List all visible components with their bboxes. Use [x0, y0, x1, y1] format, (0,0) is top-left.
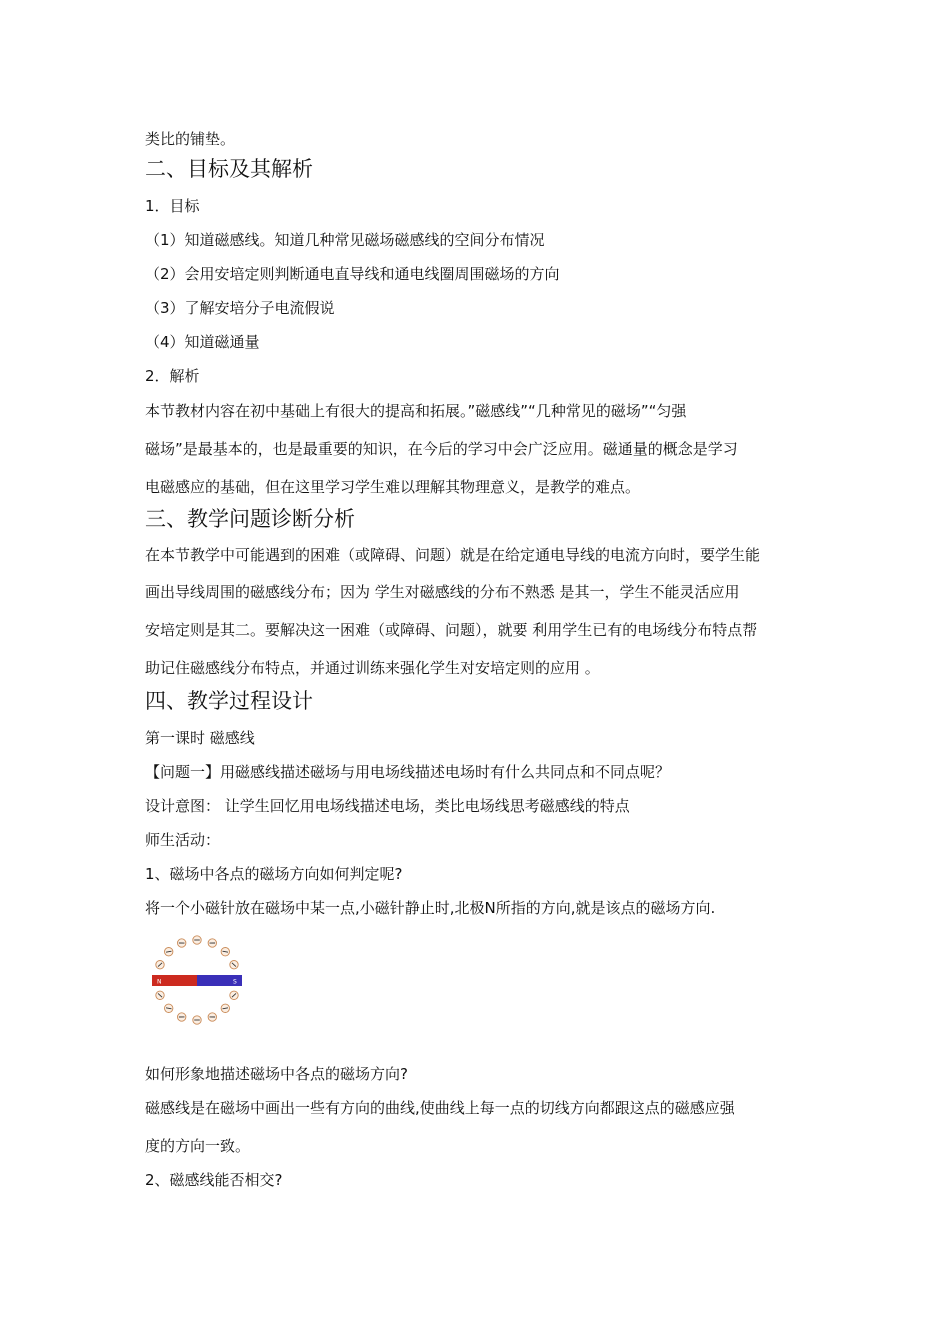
compass-needle-icon: [208, 939, 216, 947]
text-line: 如何形象地描述磁场中各点的磁场方向?: [145, 1065, 408, 1083]
compass-needle-icon: [208, 1013, 216, 1021]
section-heading-process: 四、教学过程设计: [145, 689, 313, 713]
compass-needle-icon: [178, 1013, 186, 1021]
text-line: 助记住磁感线分布特点，并通过训练来强化学生对安培定则的应用 。: [145, 659, 600, 677]
list-item: （1）知道磁感线。知道几种常见磁场磁感线的空间分布情况: [145, 231, 545, 249]
compass-needle-icon: [230, 961, 238, 969]
text-line: 磁场”是最基本的，也是最重要的知识，在今后的学习中会广泛应用。磁通量的概念是学习: [145, 440, 738, 458]
compass-needle-icon: [221, 948, 229, 956]
section-heading-goals: 二、目标及其解析: [145, 157, 313, 181]
compass-needle-icon: [230, 991, 238, 999]
text-line: 1、磁场中各点的磁场方向如何判定呢?: [145, 865, 403, 883]
list-item: （3）了解安培分子电流假说: [145, 299, 335, 317]
compass-needle-icon: [193, 1016, 201, 1024]
text-line: 画出导线周围的磁感线分布；因为 学生对磁感线的分布不熟悉 是其一，学生不能灵活应用: [145, 583, 740, 601]
list-item: （2）会用安培定则判断通电直导线和通电线圈周围磁场的方向: [145, 265, 560, 283]
magnet-s-label: S: [233, 978, 237, 986]
compass-needle-icon: [193, 936, 201, 944]
compass-needle-icon: [156, 961, 164, 969]
compass-needle-icon: [165, 948, 173, 956]
subsection-heading: 2．解析: [145, 367, 200, 385]
subsection-heading: 1．目标: [145, 197, 200, 215]
magnet-n-label: N: [157, 978, 162, 986]
text-line: 2、磁感线能否相交?: [145, 1171, 283, 1189]
text-line: 将一个小磁针放在磁场中某一点,小磁针静止时,北极N所指的方向,就是该点的磁场方向.: [145, 899, 716, 917]
compass-needle-icon: [156, 991, 164, 999]
text-line: 磁感线是在磁场中画出一些有方向的曲线,使曲线上每一点的切线方向都跟这点的磁感应强: [145, 1099, 735, 1117]
list-item: （4）知道磁通量: [145, 333, 260, 351]
text-line: 本节教材内容在初中基础上有很大的提高和拓展。”磁感线”“几种常见的磁场”“匀强: [145, 402, 687, 420]
lesson-title: 第一课时 磁感线: [145, 729, 255, 747]
section-heading-diagnosis: 三、教学问题诊断分析: [145, 507, 355, 531]
question-line: 【问题一】用磁感线描述磁场与用电场线描述电场时有什么共同点和不同点呢？: [145, 763, 671, 781]
text-line: 师生活动：: [145, 831, 221, 849]
text-line: 类比的铺垫。: [145, 130, 236, 148]
text-line: 安培定则是其二。要解决这一困难（或障碍、问题），就要 利用学生已有的电场线分布特点帮: [145, 621, 758, 639]
compass-needle-icon: [221, 1004, 229, 1012]
text-line: 度的方向一致。: [145, 1137, 251, 1155]
text-line: 设计意图： 让学生回忆用电场线描述电场，类比电场线思考磁感线的特点: [145, 797, 630, 815]
bar-magnet-compass-figure: [146, 928, 250, 1032]
text-line: 电磁感应的基础，但在这里学习学生难以理解其物理意义，是教学的难点。: [145, 478, 641, 496]
text-line: 在本节教学中可能遇到的困难（或障碍、问题）就是在给定通电导线的电流方向时，要学生能: [145, 546, 761, 564]
compass-needle-icon: [178, 939, 186, 947]
compass-needle-icon: [165, 1004, 173, 1012]
